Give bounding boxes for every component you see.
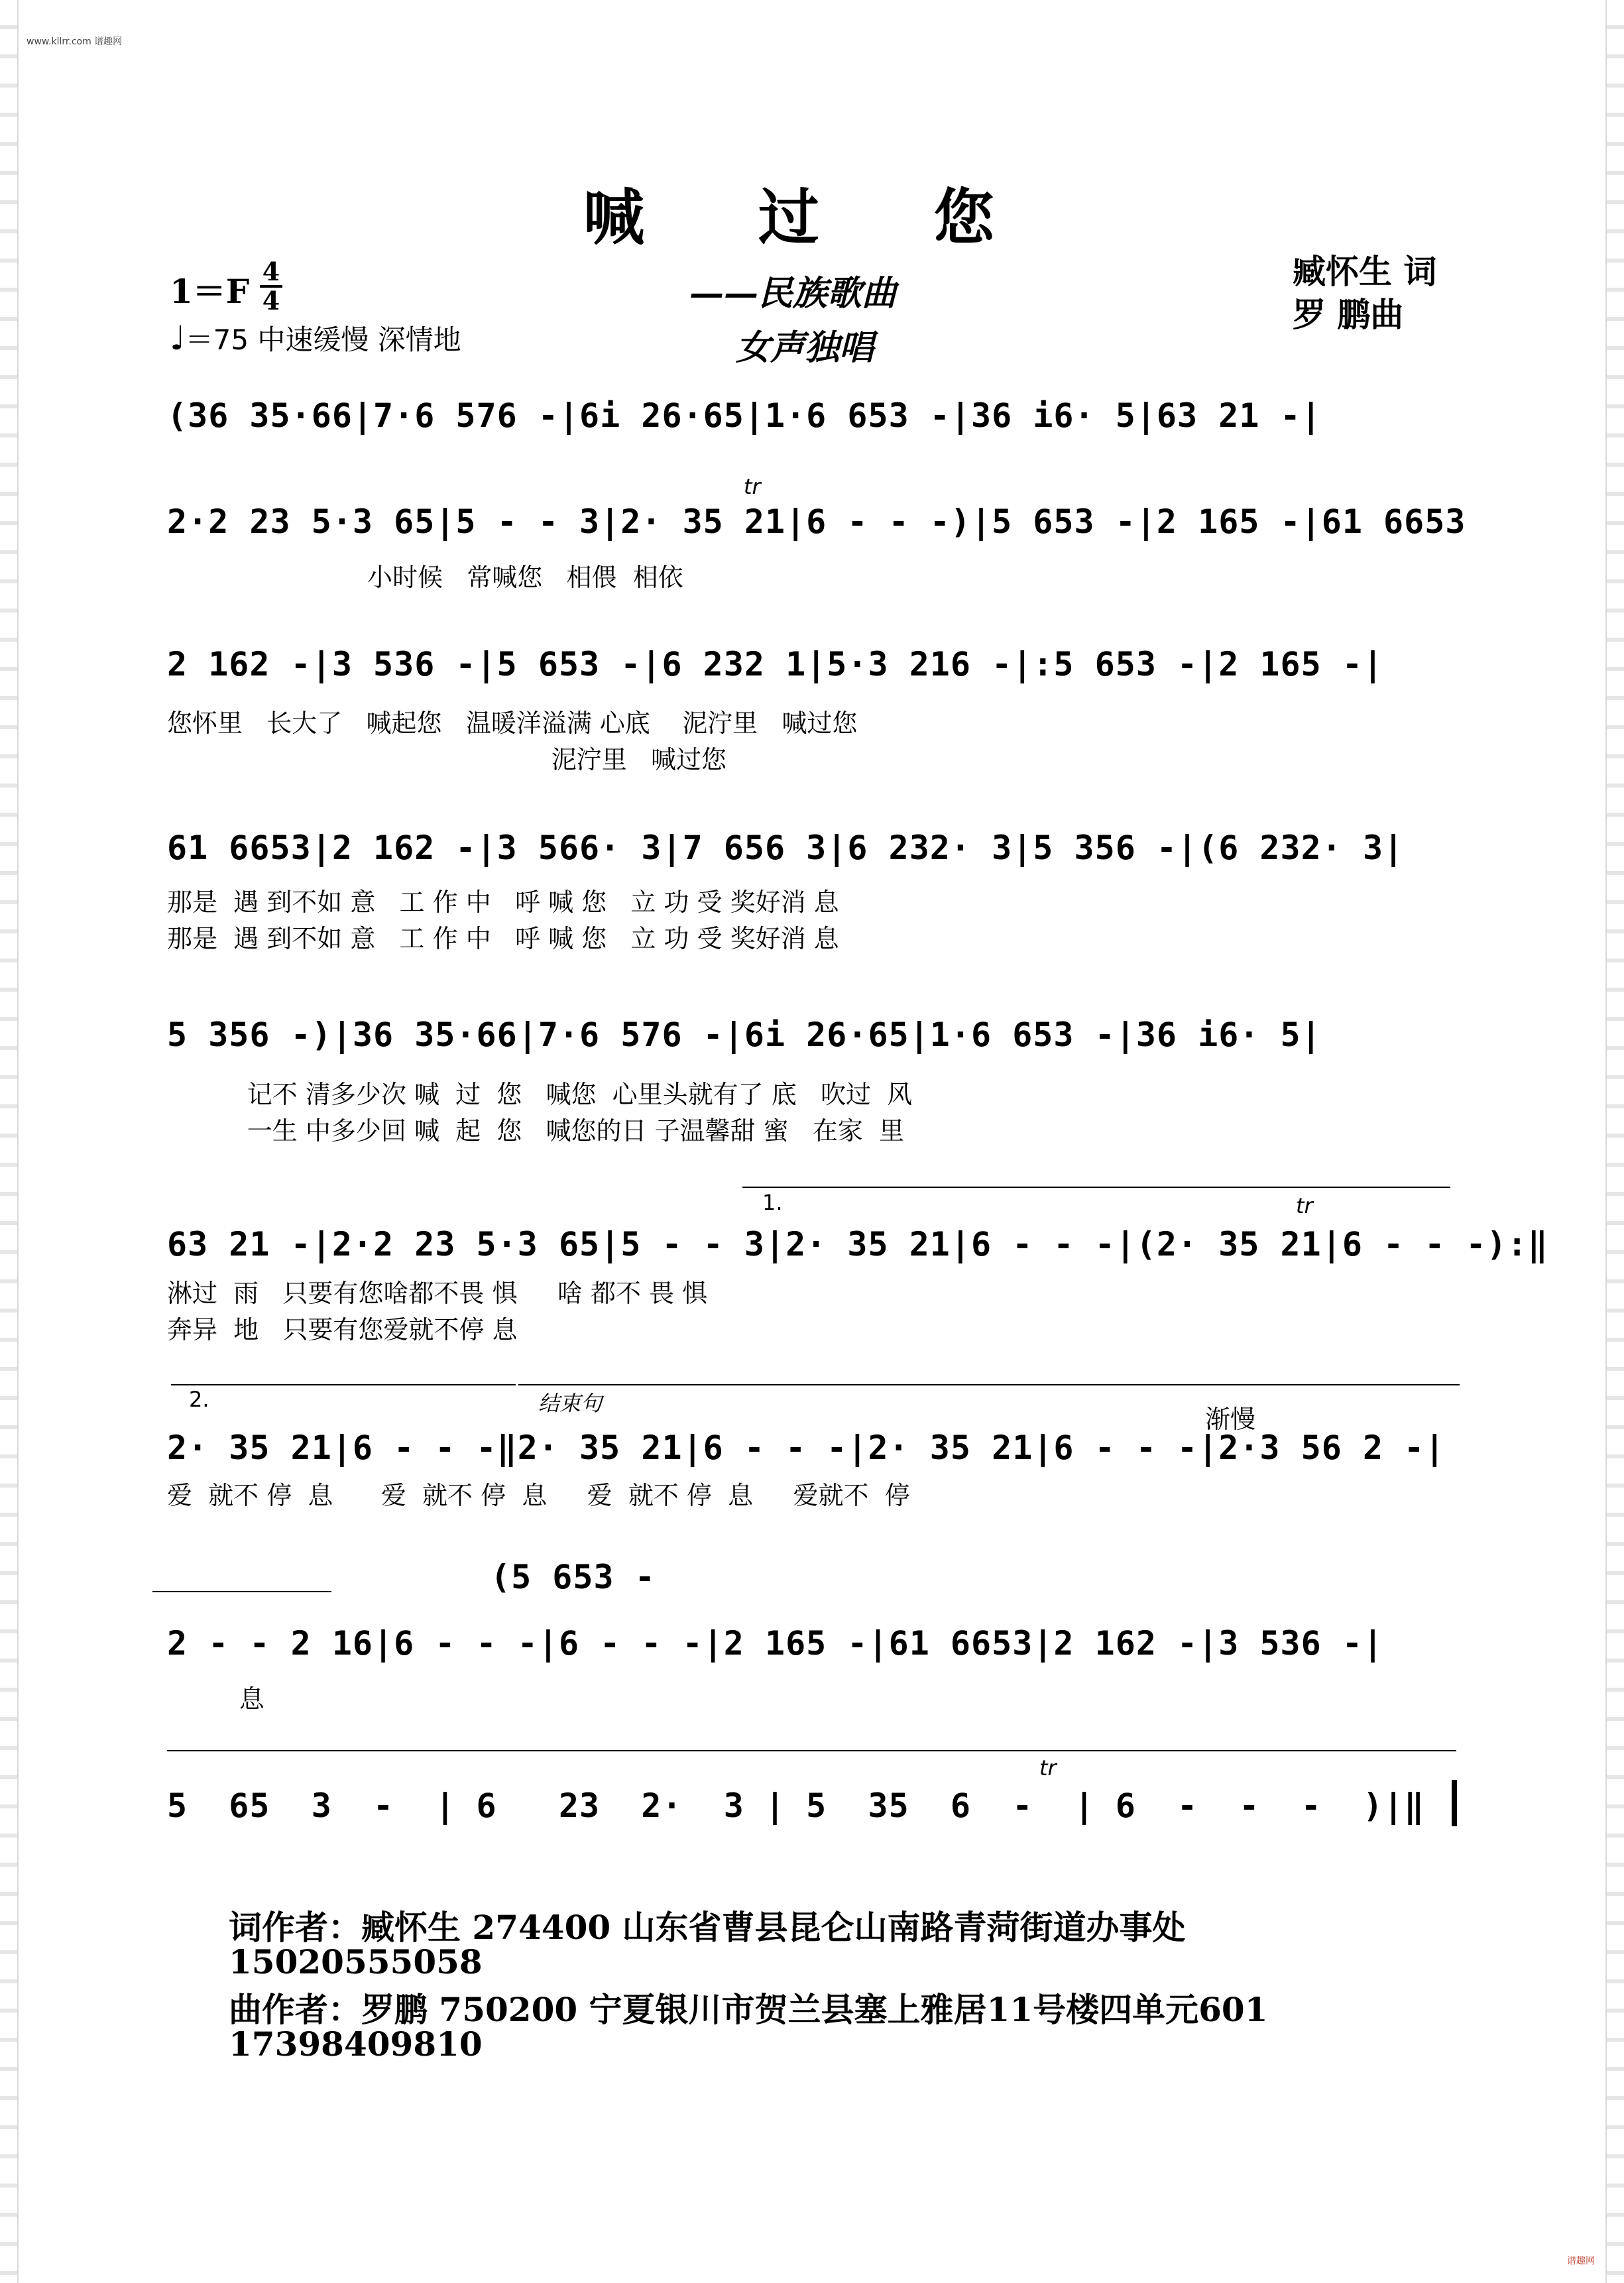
final-barline [1452, 1780, 1457, 1826]
lyricist-phone: 15020555058 [229, 1942, 483, 1981]
volta-1-label: 1. [762, 1190, 783, 1215]
page-edge-left [0, 0, 19, 2283]
song-title: 喊 过 您 [583, 182, 1041, 253]
lyrics-line-6b: 奔异 地 只要有您爱就不停 息 [167, 1315, 518, 1344]
score-line-5: 5 356 -)|36 35·66|7·6 576 -|6i 26·65|1·6 653 -|36 i6· 5| [167, 1016, 1322, 1054]
system-rule [167, 1750, 1456, 1751]
score-line-2: 2·2 23 5·3 65|5 - - 3|2· 35 21|6 - - -)|5 653 -|2 165 -|61 6653 [167, 502, 1466, 541]
composer-phone: 17398409810 [229, 2024, 483, 2064]
lyrics-line-5b: 一生 中多少回 喊 起 您 喊您的日 子温馨甜 蜜 在家 里 [167, 1116, 905, 1145]
site-watermark: www.kllrr.com 谱趣网 [27, 36, 123, 47]
ossia-line: (5 653 - [491, 1558, 656, 1596]
score-line-7: 2· 35 21|6 - - -‖2· 35 21|6 - - -|2· 35 21|6 - - -|2·3 56 2 -| [167, 1429, 1446, 1467]
lyrics-line-7a: 爱 就不 停 息 爱 就不 停 息 爱 就不 停 息 爱就不 停 [167, 1481, 910, 1510]
page-edge-right [1605, 0, 1624, 2283]
lyrics-line-3b: 泥泞里 喊过您 [167, 745, 727, 774]
trill-mark-2: tr [1296, 1193, 1313, 1218]
lyrics-line-8a: 息 [167, 1684, 264, 1714]
lyricist-address: 词作者：臧怀生 274400 山东省曹县昆仑山南路青菏街道办事处 [229, 1908, 1186, 1947]
trill-mark-3: tr [1039, 1755, 1057, 1781]
lyrics-line-4a: 那是 遇 到不如 意 工 作 中 呼 喊 您 立 功 受 奖好消 息 [167, 888, 839, 917]
lyrics-line-6a: 淋过 雨 只要有您啥都不畏 惧 啥 都不 畏 惧 [167, 1279, 708, 1308]
volta-2-label: 2. [189, 1387, 209, 1412]
score-line-6: 63 21 -|2·2 23 5·3 65|5 - - 3|2· 35 21|6 - - -|(2· 35 21|6 - - -):‖ [167, 1225, 1548, 1263]
trill-mark: tr [744, 474, 761, 499]
tempo-marking [170, 318, 461, 358]
time-signature-bottom: 4 [262, 286, 280, 316]
lyrics-line-3a: 您怀里 长大了 喊起您 温暖洋溢满 心底 泥泞里 喊过您 [167, 709, 858, 738]
lyrics-line-5a: 记不 清多少次 喊 过 您 喊您 心里头就有了 底 吹过 风 [167, 1080, 913, 1109]
lyricist-credit: 臧怀生 词 [1293, 252, 1437, 291]
lyrics-line-4b: 那是 遇 到不如 意 工 作 中 呼 喊 您 立 功 受 奖好消 息 [167, 924, 839, 953]
score-line-1: (36 35·66|7·6 576 -|6i 26·65|1·6 653 -|36 i6· 5|63 21 -| [167, 396, 1322, 435]
time-signature [260, 257, 282, 316]
ending-label: 结束句 [538, 1391, 603, 1416]
score-line-3: 2 162 -|3 536 -|5 653 -|6 232 1|5·3 216 -|:5 653 -|2 165 -| [167, 645, 1384, 683]
tempo-text: ＝75 中速缓慢 深情地 [185, 323, 461, 356]
score-line-9: 5 65 3 - | 6 23 2· 3 | 5 35 6 - | 6 - - - )|‖ [167, 1786, 1425, 1825]
performance-note: 女声独唱 [736, 327, 874, 368]
ending-bracket [518, 1384, 1460, 1385]
key-signature: 1＝F [170, 272, 250, 311]
volta-1-bracket [742, 1187, 1450, 1188]
song-subtitle: ——民族歌曲 [689, 273, 897, 314]
time-signature-top: 4 [262, 257, 280, 286]
volta-2-bracket [171, 1384, 516, 1385]
lyrics-line-2a: 小时候 常喊您 相偎 相依 [167, 563, 683, 592]
ritardando-mark: 渐慢 [1205, 1405, 1256, 1434]
tie-curve [152, 1591, 331, 1592]
score-line-8: 2 - - 2 16|6 - - -|6 - - -|2 165 -|61 6653|2 162 -|3 536 -| [167, 1624, 1384, 1663]
composer-credit: 罗 鹏曲 [1293, 295, 1404, 334]
score-line-4: 61 6653|2 162 -|3 566· 3|7 656 3|6 232· 3|5 356 -|(6 232· 3| [167, 829, 1405, 867]
quarter-note-icon: ♩ [170, 319, 186, 357]
composer-address: 曲作者：罗鹏 750200 宁夏银川市贺兰县塞上雅居11号楼四单元601 [229, 1990, 1268, 2029]
corner-watermark: 谱趣网 [1567, 2256, 1595, 2266]
